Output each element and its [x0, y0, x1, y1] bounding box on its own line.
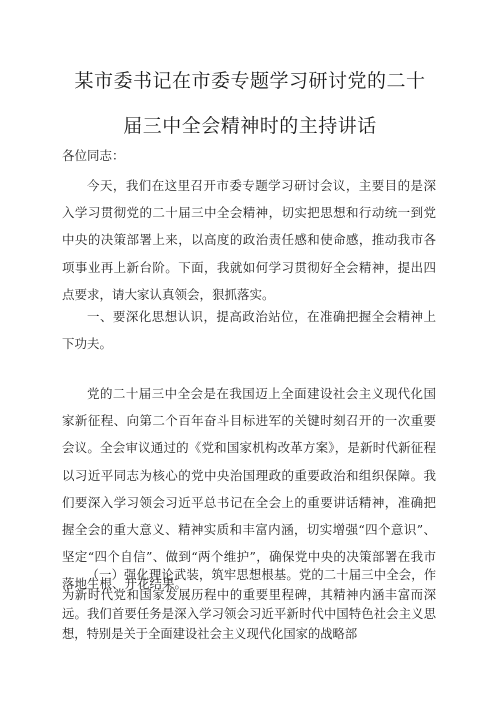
paragraph-subsection-one: （一）强化理论武装，筑牢思想根基。党的二十届三中全会，作为新时代党和国家发展历程中的重要里程碑，其精神内涵丰富而深远。我们首要任务是深入学习领会习近平新时代中国特色社会主义思想，特别是关于全面建设社会主义现代化国家的战略部: [62, 568, 436, 641]
salutation: 各位同志：: [62, 148, 125, 163]
paragraph-opening: 今天，我们在这里召开市委专题学习研讨会议，主要目的是深入学习贯彻党的二十届三中全会精神，切实把思想和行动统一到党中央的决策部署上来，以高度的政治责任感和使命感，推动我市各项事业再上新台阶。下面，我就如何学习贯彻好全会精神，提出四点要求，请大家认真领会，狠抓落实。: [62, 178, 436, 302]
document-title-line-1: 某市委书记在市委专题学习研讨党的二十: [74, 70, 426, 92]
section-heading-one: 一、要深化思想认识，提高政治站位，在准确把握全会精神上下功夫。: [62, 309, 436, 352]
document-title-line-2: 届三中全会精神时的主持讲话: [123, 115, 377, 137]
paragraph-section-one-body: 党的二十届三中全会是在我国迈上全面建设社会主义现代化国家新征程、向第二个百年奋斗目标进军的关键时刻召开的一次重要会议。全会审议通过的《党和国家机构改革方案》，是新时代新征程以习近平同志为核心的党中央治国理政的重要政治和组织保障。我们要深入学习领会习近平总书记在全会上的重要讲话精神，准确把握全会的重大意义、精神实质和丰富内涵，切实增强“四个意识”、坚定“四个自信”、做到“两个维护”，确保党中央的决策部署在我市落地生根、开花结果。: [62, 386, 436, 592]
